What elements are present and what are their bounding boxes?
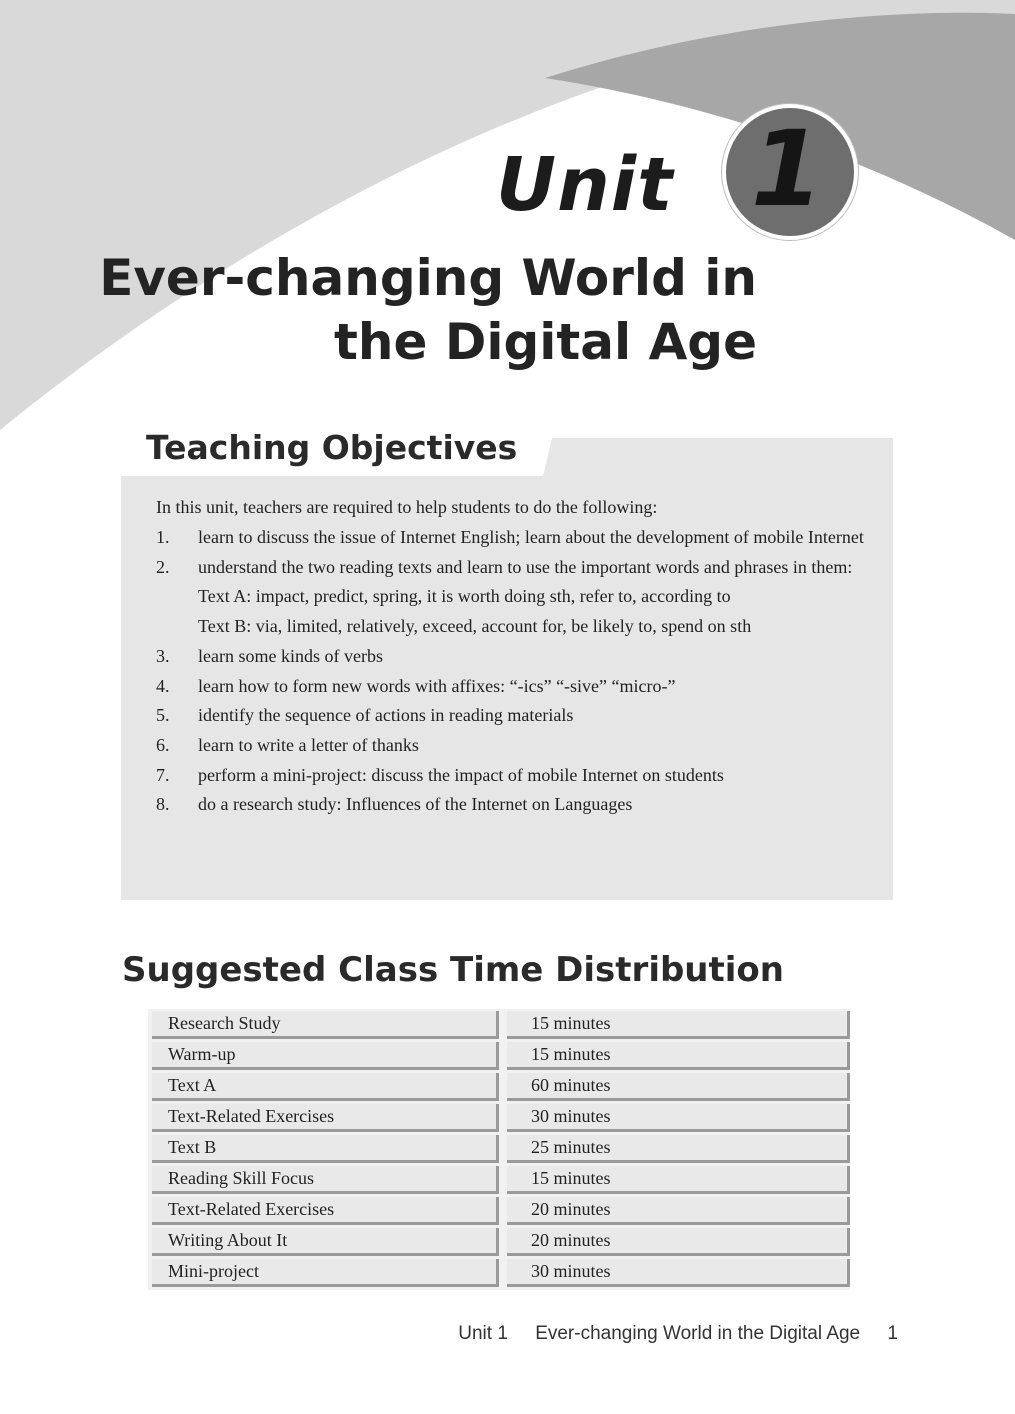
objective-text: perform a mini-project: discuss the impact of mobile Internet on students — [198, 764, 724, 785]
objective-number: 6. — [156, 734, 170, 755]
objective-number: 1. — [156, 527, 170, 547]
objectives-intro: In this unit, teachers are required to help students to do the following: — [156, 497, 658, 517]
table-row — [148, 1166, 850, 1194]
objective-text: understand the two reading texts and learn to use the important words and phrases in them: — [198, 556, 853, 577]
objective-item — [156, 553, 866, 642]
activity-cell: Research Study — [152, 1011, 499, 1039]
objective-item — [156, 642, 866, 672]
activity-cell: Reading Skill Focus — [152, 1166, 499, 1194]
activity-cell: Text B — [152, 1135, 499, 1163]
activity-cell: Writing About It — [152, 1228, 499, 1256]
objective-number: 4. — [156, 675, 170, 696]
objective-number: 3. — [156, 645, 170, 666]
objectives-list — [156, 523, 866, 820]
objective-number: 5. — [156, 705, 170, 726]
objective-number: 2. — [156, 556, 170, 577]
unit-title-line-2: the Digital Age — [334, 313, 757, 371]
objective-number: 7. — [156, 764, 170, 785]
footer-title: Ever-changing World in the Digital Age — [535, 1323, 861, 1344]
objective-text: learn to write a letter of thanks — [198, 734, 419, 755]
table-row — [148, 1042, 850, 1070]
duration-cell: 30 minutes — [507, 1104, 850, 1132]
objective-subtext-text-b: Text B: via, limited, relatively, exceed, account for, be likely to, spend on sth — [198, 616, 752, 637]
objective-text: learn to discuss the issue of Internet English; learn about the development of mobile Internet — [198, 527, 864, 547]
activity-cell: Mini-project — [152, 1259, 499, 1287]
duration-cell: 15 minutes — [507, 1042, 850, 1070]
objective-item — [156, 523, 866, 553]
table-row — [148, 1011, 850, 1039]
objective-item — [156, 790, 866, 820]
table-row — [148, 1104, 850, 1132]
duration-cell: 30 minutes — [507, 1259, 850, 1287]
activity-cell: Warm-up — [152, 1042, 499, 1070]
activity-cell: Text A — [152, 1073, 499, 1101]
footer-unit-label: Unit 1 — [458, 1323, 508, 1344]
duration-cell: 25 minutes — [507, 1135, 850, 1163]
unit-number: 1 — [750, 108, 824, 230]
activity-cell: Text-Related Exercises — [152, 1104, 499, 1132]
objective-text: do a research study: Influences of the Internet on Languages — [198, 794, 633, 815]
page-number: 1 — [887, 1323, 898, 1344]
table-row — [148, 1259, 850, 1287]
unit-title-line-1: Ever-changing World in — [99, 249, 757, 307]
objective-subtext-text-a: Text A: impact, predict, spring, it is worth doing sth, refer to, according to — [198, 586, 731, 607]
objective-item — [156, 701, 866, 731]
unit-label: Unit — [496, 142, 674, 228]
class-time-table — [148, 1009, 850, 1290]
duration-cell: 60 minutes — [507, 1073, 850, 1101]
duration-cell: 20 minutes — [507, 1197, 850, 1225]
table-row — [148, 1228, 850, 1256]
table-row — [148, 1197, 850, 1225]
objective-number: 8. — [156, 794, 170, 815]
teaching-objectives-heading: Teaching Objectives — [146, 428, 518, 467]
objective-text: learn how to form new words with affixes: “-ics” “-sive” “micro-” — [198, 675, 676, 696]
unit-number-badge — [722, 104, 858, 240]
objective-text: learn some kinds of verbs — [198, 645, 383, 666]
unit-title — [99, 246, 757, 374]
objective-item — [156, 672, 866, 702]
table-row — [148, 1073, 850, 1101]
page-footer — [458, 1323, 898, 1345]
objective-item — [156, 731, 866, 761]
objective-text: identify the sequence of actions in reading materials — [198, 705, 574, 726]
class-time-heading: Suggested Class Time Distribution — [122, 950, 784, 990]
duration-cell: 15 minutes — [507, 1011, 850, 1039]
duration-cell: 20 minutes — [507, 1228, 850, 1256]
duration-cell: 15 minutes — [507, 1166, 850, 1194]
activity-cell: Text-Related Exercises — [152, 1197, 499, 1225]
objective-item — [156, 761, 866, 791]
table-row — [148, 1135, 850, 1163]
